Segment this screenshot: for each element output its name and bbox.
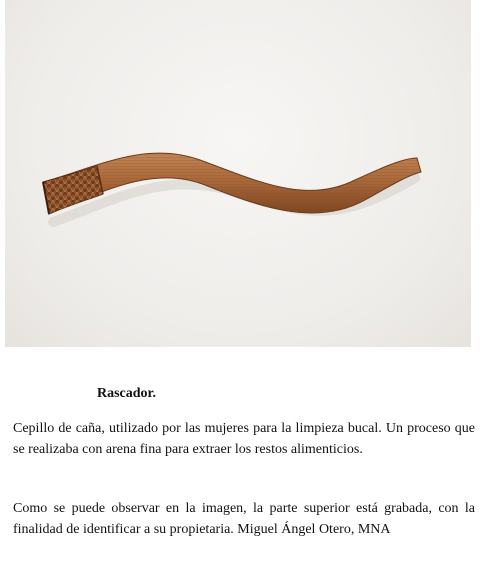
artifact-photo <box>5 0 471 347</box>
cane-scraper-illustration <box>5 0 471 347</box>
caption-title: Rascador. <box>97 386 156 401</box>
caption-paragraph-description: Cepillo de caña, utilizado por las mujeres para la limpieza bucal. Un proceso que se realizaba con arena fina para extraer los restos alimenticios. <box>13 421 475 457</box>
caption-paragraph-engraving: Como se puede observar en la imagen, la parte superior está grabada, con la finalidad de identificar a su propietaria. Miguel Ángel Otero, MNA <box>13 501 475 537</box>
